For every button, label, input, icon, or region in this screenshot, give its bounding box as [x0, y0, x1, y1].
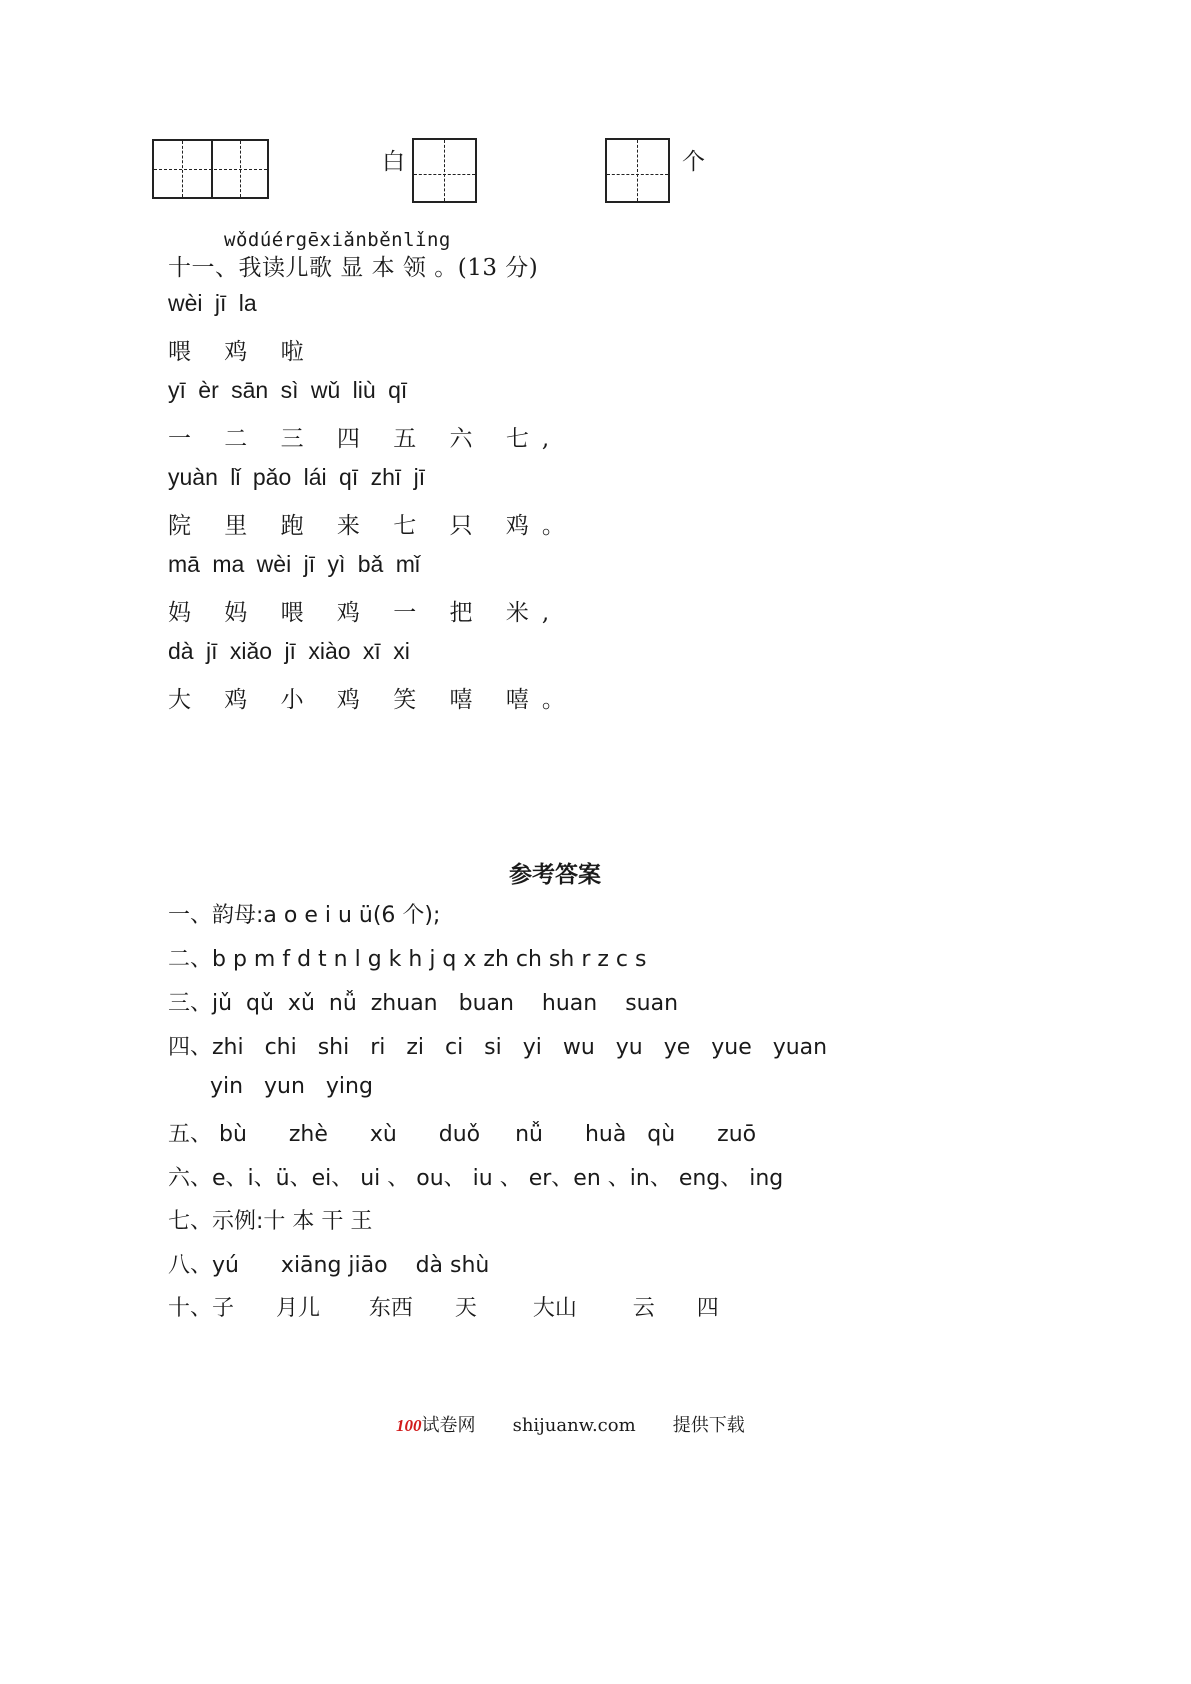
answer-line: 五、 bù zhè xù duǒ nǚ huà qù zuō: [168, 1122, 757, 1147]
footer-tail: 提供下载: [672, 1415, 745, 1436]
poem-pinyin-line: mā ma wèi jī yì bǎ mǐ: [168, 551, 420, 577]
poem-pinyin-line: wèi jī la: [168, 290, 257, 316]
poem-hanzi-line: 妈 妈 喂 鸡 一 把 米,: [168, 600, 563, 626]
footer: [396, 1411, 745, 1437]
grid-label-bai: 白: [382, 149, 405, 175]
poem-hanzi-line: 大 鸡 小 鸡 笑 嘻 嘻。: [168, 687, 578, 713]
answer-line: 六、e、i、ü、ei、 ui 、 ou、 iu 、 er、en 、in、 eng、 ing: [168, 1166, 784, 1191]
answer-line: 八、yú xiāng jiāo dà shù: [168, 1253, 490, 1278]
site-name: 试卷网: [421, 1415, 476, 1436]
answers-title: 参考答案: [509, 861, 601, 888]
poem-hanzi-line: 院 里 跑 来 七 只 鸡。: [168, 513, 578, 539]
answer-line: 七、示例:十 本 干 王: [168, 1209, 373, 1234]
site-logo-100: 100: [396, 1416, 422, 1435]
poem-pinyin-line: yī èr sān sì wǔ liù qī: [168, 377, 408, 403]
section11-pinyin-header: wǒdúérgēxiǎnběnlǐng: [224, 229, 451, 251]
writing-grid-bai[interactable]: [412, 138, 477, 203]
answer-line: 一、韵母:a o e i u ü(6 个);: [168, 903, 441, 928]
poem-pinyin-line: yuàn lǐ pǎo lái qī zhī jī: [168, 464, 426, 490]
grid-label-ge: 个: [682, 149, 705, 175]
poem-hanzi-line: 一 二 三 四 五 六 七,: [168, 426, 563, 452]
answer-line: 三、jǔ qǔ xǔ nǚ zhuan buan huan suan: [168, 991, 679, 1016]
answer-line: 二、b p m f d t n l g k h j q x zh ch sh r z c s: [168, 947, 647, 972]
answer-line: 十、子 月儿 东西 天 大山 云 四: [168, 1296, 719, 1321]
answer-line: 四、zhi chi shi ri zi ci si yi wu yu ye yue yuan: [168, 1035, 828, 1060]
poem-pinyin-line: dà jī xiǎo jī xiào xī xi: [168, 638, 410, 664]
section11-title: 十一、我读儿歌 显 本 领 。(13 分): [168, 255, 539, 281]
writing-grid-double: [152, 139, 269, 199]
writing-grid-ge[interactable]: [605, 138, 670, 203]
site-domain-link[interactable]: shijuanw.com: [512, 1415, 636, 1436]
poem-hanzi-line: 喂 鸡 啦: [168, 339, 317, 365]
answer-line: yin yun ying: [168, 1074, 373, 1099]
